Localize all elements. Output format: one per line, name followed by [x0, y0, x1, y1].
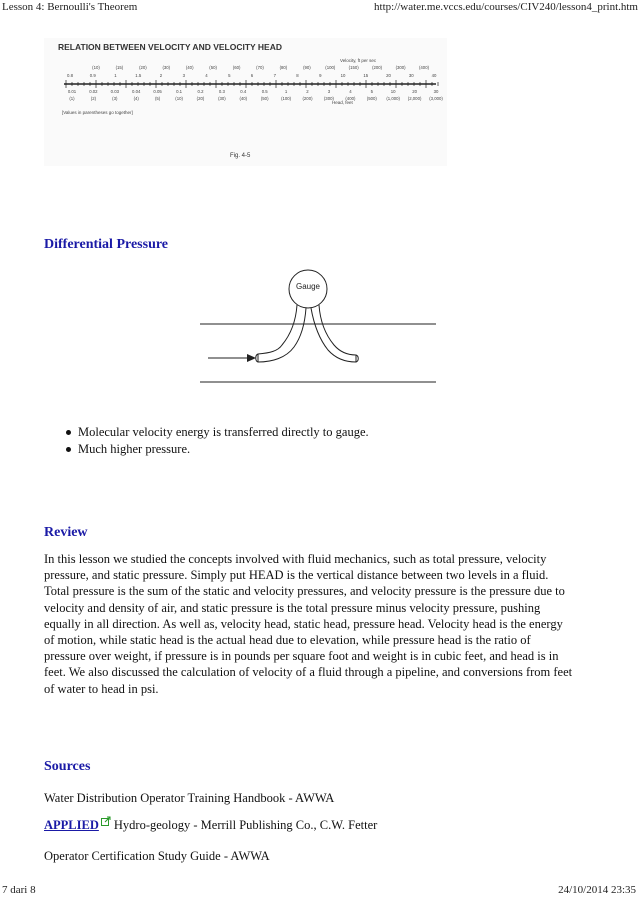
- head-tick-label: (3,000): [429, 96, 443, 101]
- velocity-tick-label: 7: [273, 73, 276, 78]
- print-footer-datetime: 24/10/2014 23:35: [558, 884, 636, 896]
- gauge-label: Gauge: [295, 282, 321, 291]
- differential-pressure-bullets: [64, 424, 369, 458]
- velocity-tick-label: (80): [279, 65, 288, 70]
- head-tick-label: (100): [281, 96, 292, 101]
- velocity-tick-label: 10: [340, 73, 346, 78]
- velocity-tick-label: (400): [418, 65, 430, 70]
- head-tick-label: (3): [112, 96, 118, 101]
- flow-arrowhead: [247, 354, 256, 362]
- head-tick-label: 3: [327, 89, 331, 94]
- velocity-tick-label: 5: [228, 73, 231, 78]
- head-tick-label: (1): [69, 96, 75, 101]
- head-tick-label: 20: [412, 89, 417, 94]
- pitot-tube: [258, 305, 356, 362]
- head-tick-label: 4: [349, 89, 352, 94]
- head-tick-label: (50): [260, 96, 269, 101]
- head-tick-label: (500): [366, 96, 377, 101]
- velocity-tick-label: 9: [319, 73, 322, 78]
- head-tick-label: (10): [175, 96, 183, 101]
- velocity-tick-label: 0.9: [89, 73, 96, 78]
- velocity-tick-label: 1.5: [135, 73, 142, 78]
- head-tick-label: (300): [323, 96, 334, 101]
- head-tick-label: 0.3: [218, 89, 225, 94]
- velocity-tick-label: 2: [159, 73, 163, 78]
- head-tick-label: 0.1: [176, 89, 183, 94]
- head-tick-label: (40): [239, 96, 248, 101]
- velocity-tick-label: 3: [182, 73, 185, 78]
- velocity-tick-label: 0.8: [67, 73, 73, 78]
- head-tick-label: 2: [306, 89, 309, 94]
- velocity-tick-label: (15): [115, 65, 124, 70]
- print-footer-page: 7 dari 8: [2, 884, 36, 896]
- velocity-tick-label: (200): [372, 65, 383, 70]
- head-tick-label: 10: [390, 89, 396, 94]
- figure-caption: Fig. 4-5: [230, 153, 251, 159]
- velocity-head-figure: [44, 38, 447, 166]
- velocity-tick-label: 8: [296, 73, 299, 78]
- applied-link[interactable]: APPLIED: [44, 818, 99, 832]
- head-tick-label: 0.05: [153, 89, 162, 94]
- velocity-tick-label: 6: [250, 73, 254, 78]
- velocity-tick-label: (300): [395, 65, 406, 70]
- head-tick-label: 0.03: [110, 89, 119, 94]
- velocity-tick-label: 20: [386, 73, 391, 78]
- head-tick-label: 0.4: [240, 89, 247, 94]
- velocity-tick-label: (70): [256, 65, 264, 70]
- print-header-title: Lesson 4: Bernoulli's Theorem: [2, 1, 138, 13]
- figure-note: [Values in parentheses go together]: [62, 110, 133, 115]
- head-tick-label: 5: [370, 89, 373, 94]
- head-tick-label: 0.01: [67, 89, 77, 94]
- bullet-item: Molecular velocity energy is transferred directly to gauge.: [64, 424, 369, 441]
- head-tick-label: (2): [90, 96, 97, 101]
- print-header-url: http://water.me.vccs.edu/courses/CIV240/lesson4_print.htm: [374, 1, 638, 13]
- differential-pressure-title: Differential Pressure: [44, 237, 169, 252]
- head-tick-label: (30): [218, 96, 226, 101]
- head-axis-label: Head, feet: [332, 100, 353, 105]
- head-tick-label: (400): [345, 96, 356, 101]
- source-item-3: Operator Certification Study Guide - AWWA: [44, 849, 270, 863]
- velocity-tick-label: (150): [348, 65, 359, 70]
- velocity-tick-label: (10): [92, 65, 100, 70]
- velocity-tick-label: (30): [162, 65, 171, 70]
- head-tick-label: 0.02: [89, 89, 98, 94]
- head-tick-label: 1: [284, 89, 288, 94]
- velocity-tick-label: (50): [209, 65, 217, 70]
- velocity-tick-label: (100): [325, 65, 336, 70]
- head-tick-label: 0.5: [261, 89, 268, 94]
- head-tick-label: 0.04: [132, 89, 141, 94]
- head-tick-label: (200): [302, 96, 313, 101]
- head-tick-label: (5): [154, 96, 161, 101]
- source-item-1: Water Distribution Operator Training Handbook - AWWA: [44, 791, 335, 805]
- external-link-icon[interactable]: [101, 815, 111, 830]
- velocity-tick-label: 30: [408, 73, 414, 78]
- head-tick-label: 0.2: [197, 89, 204, 94]
- velocity-tick-label: 1: [114, 73, 117, 78]
- velocity-tick-label: 40: [431, 73, 437, 78]
- review-paragraph: In this lesson we studied the concepts involved with fluid mechanics, such as total pressure, velocity pressure, and static pressure. Simply put HEAD is the vertical distance between two levels in a fluid. Total pressure is the sum of the static and velocity pressures, and velocity pressure is the pressure due to velocity and density of air, and static pressure is the total pressure minus velocity pressure, pushing equally in all direction. As well as, velocity head, static head, pressure head. Velocity head is the energy of motion, while static head is the actual head due to elevation, while pressure head is the ratio of pressure over weight, if pressure is in pounds per square foot and weight is in cubic feet, and head is in feet. We also discussed the calculation of velocity of a fluid through a pipeline, and conversions from feet of water to head in psi.: [44, 552, 573, 696]
- review-title: Review: [44, 525, 88, 540]
- head-tick-label: (2,000): [407, 96, 422, 101]
- velocity-tick-label: (20): [139, 65, 147, 70]
- bullet-item: Much higher pressure.: [64, 441, 369, 458]
- velocity-axis-label: Velocity, ft per sec: [340, 58, 377, 63]
- sources-title: Sources: [44, 759, 91, 774]
- velocity-tick-label: (90): [303, 65, 311, 70]
- gauge-pipe-diagram: [200, 267, 438, 387]
- velocity-tick-label: (40): [185, 65, 194, 70]
- figure-title: RELATION BETWEEN VELOCITY AND VELOCITY HEAD: [58, 42, 283, 52]
- source-item-2: [44, 818, 377, 833]
- head-tick-label: (20): [196, 96, 205, 101]
- velocity-tick-label: (60): [232, 65, 241, 70]
- velocity-tick-label: 15: [363, 73, 369, 78]
- head-tick-label: (4): [133, 96, 139, 101]
- source-item-2-text: Hydro-geology - Merrill Publishing Co., C.W. Fetter: [113, 818, 378, 832]
- head-tick-label: (1,000): [386, 96, 401, 101]
- velocity-tick-label: 4: [205, 73, 208, 78]
- head-tick-label: 30: [433, 89, 439, 94]
